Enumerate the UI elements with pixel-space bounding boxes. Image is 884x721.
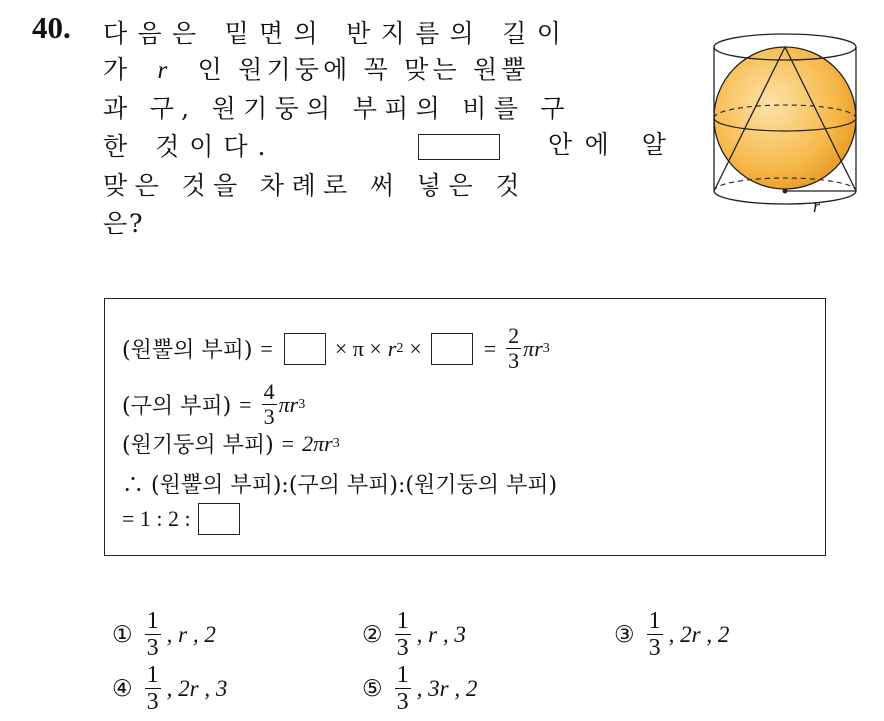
choice-rest: , 2r , 2 [668, 621, 730, 647]
fraction-two-thirds [506, 324, 521, 373]
blank-box-2 [431, 333, 473, 365]
choice-5[interactable] [362, 662, 477, 715]
choice-mark: ② [362, 621, 383, 648]
cube-exponent: 3 [332, 435, 340, 451]
choice-rest: , r , 3 [416, 621, 466, 647]
choice-rest: , 2r , 3 [166, 675, 228, 701]
choice-rest: , r , 2 [166, 621, 216, 647]
times-pi: × π × [334, 335, 382, 361]
choice-fraction [145, 662, 161, 715]
choice-2[interactable] [362, 608, 466, 661]
question-text-line-1: 다음은 밑면의 반지름의 길이 [103, 19, 572, 48]
fraction-numerator: 1 [146, 608, 159, 634]
fraction-numerator: 1 [396, 608, 409, 634]
fraction-denominator: 3 [263, 404, 275, 429]
inline-blank-box [418, 134, 500, 160]
equals-sign: = [239, 391, 252, 417]
ratio-heading-line [122, 468, 557, 499]
ratio-result-line [122, 503, 243, 535]
choice-mark: ⑤ [362, 675, 383, 702]
choice-mark: ③ [614, 621, 635, 648]
question-text-ga: 가 [103, 55, 132, 84]
r-exponent: 2 [396, 340, 404, 356]
blank-box-1 [284, 333, 326, 365]
therefore-ratio-text: ∴ (원뿔의 부피):(구의 부피):(원기둥의 부피) [122, 473, 558, 498]
cylinder-volume-label: (원기둥의 부피) [122, 433, 274, 458]
choice-1[interactable] [112, 608, 216, 661]
radius-label: r [813, 196, 821, 216]
question-text-line-5: 맞은 것을 차례로 써 넣은 것 [103, 171, 527, 200]
question-text-line-6: 은? [103, 209, 145, 238]
question-text-line-3: 과 구, 원기둥의 부피의 비를 구 [103, 94, 572, 123]
fraction-denominator: 3 [508, 348, 520, 373]
choice-3[interactable] [614, 608, 729, 661]
fraction-numerator: 1 [146, 662, 159, 688]
choice-fraction [395, 608, 411, 661]
question-text-line-4: 한 것이다. [103, 132, 276, 161]
base-center-point [783, 189, 788, 194]
r-base: r [387, 335, 397, 361]
question-text-line-2 [103, 50, 530, 86]
choice-fraction [395, 662, 411, 715]
fraction-numerator: 1 [648, 608, 661, 634]
choice-mark: ① [112, 621, 133, 648]
fraction-denominator: 3 [146, 689, 159, 715]
sphere-shape [714, 47, 856, 189]
fraction-denominator: 3 [648, 635, 661, 661]
equals-sign: = [281, 430, 295, 456]
cone-volume-line [122, 324, 550, 373]
cube-exponent: 3 [298, 396, 306, 412]
pi-r: πr [523, 335, 543, 361]
choice-rest: , 3r , 2 [416, 675, 478, 701]
sphere-volume-line [122, 380, 305, 429]
cube-exponent: 3 [542, 340, 550, 356]
fraction-denominator: 3 [146, 635, 159, 661]
blank-box-3 [198, 503, 240, 535]
cone-volume-label: (원뿔의 부피) [122, 338, 253, 363]
pi-r: πr [278, 391, 299, 417]
question-text-line-4-after: 안에 알 [548, 130, 679, 159]
equals-sign-2: = [483, 335, 497, 361]
choice-4[interactable] [112, 662, 227, 715]
fraction-denominator: 3 [396, 689, 409, 715]
equals-sign: = [260, 335, 273, 361]
choice-fraction [647, 608, 663, 661]
cylinder-volume-line [122, 428, 340, 459]
choice-mark: ④ [112, 675, 133, 702]
sphere-volume-label: (구의 부피) [122, 394, 232, 419]
times-sign: × [409, 335, 422, 361]
question-text-line-2-rest: 인 원기둥에 꼭 맞는 원뿔 [197, 55, 530, 84]
radius-variable: r [157, 57, 172, 84]
two-pi-r: 2πr [302, 430, 333, 456]
fraction-denominator: 3 [396, 635, 409, 661]
fraction-numerator: 4 [263, 379, 275, 404]
cylinder-sphere-cone-figure [705, 20, 865, 230]
ratio-prefix: = 1 : 2 : [122, 506, 191, 531]
fraction-numerator: 1 [396, 662, 409, 688]
fraction-numerator: 2 [508, 323, 520, 348]
choice-fraction [145, 608, 161, 661]
question-number: 40. [32, 10, 71, 45]
fraction-four-thirds [262, 380, 277, 429]
